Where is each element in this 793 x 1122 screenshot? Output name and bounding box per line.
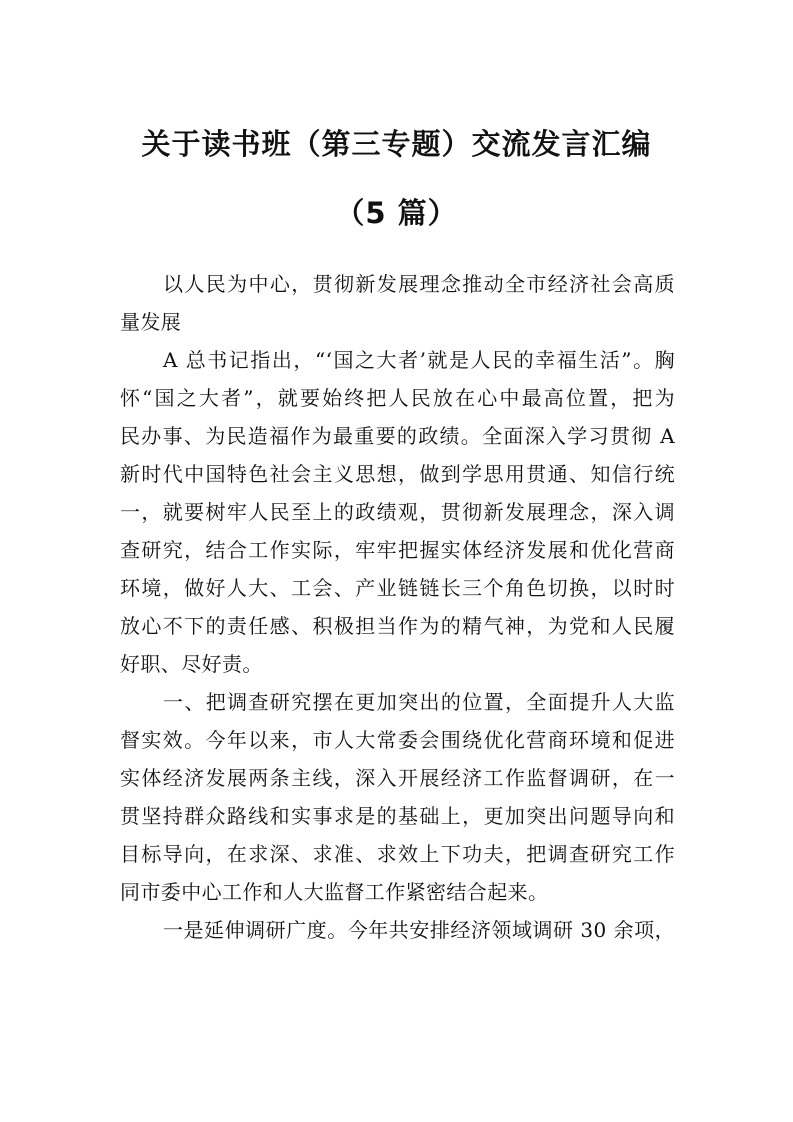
body-line: 放心不下的责任感、积极担当作为的精气神，为党和人民履 (120, 614, 675, 638)
body-line: 民办事、为民造福作为最重要的政绩。全面深入学习贯彻 A (120, 424, 675, 448)
body-line: 新时代中国特色社会主义思想，做到学思用贯通、知信行统 (120, 462, 675, 486)
body-line: 同市委中心工作和人大监督工作紧密结合起来。 (120, 880, 549, 904)
document-title: 关于读书班（第三专题）交流发言汇编 (141, 127, 652, 161)
body-line: 量发展 (120, 310, 182, 334)
document-body (120, 268, 675, 952)
body-line: A 总书记指出，“‘国之大者’就是人民的幸福生活”。胸 (163, 348, 675, 372)
body-line: 一，就要树牢人民至上的政绩观，贯彻新发展理念，深入调 (120, 500, 675, 524)
body-line: 实体经济发展两条主线，深入开展经济工作监督调研，在一 (120, 766, 675, 790)
body-line: 目标导向，在求深、求准、求效上下功夫，把调查研究工作 (120, 842, 675, 866)
body-line: 督实效。今年以来，市人大常委会围绕优化营商环境和促进 (120, 728, 675, 752)
body-line: 环境，做好人大、工会、产业链链长三个角色切换，以时时 (120, 576, 675, 600)
body-line: 贯坚持群众路线和实事求是的基础上，更加突出问题导向和 (120, 804, 675, 828)
body-line: 一是延伸调研广度。今年共安排经济领域调研 30 余项， (163, 918, 675, 942)
body-line: 一、把调查研究摆在更加突出的位置，全面提升人大监 (163, 690, 675, 714)
document-subtitle: （5 篇） (335, 196, 458, 230)
body-line: 以人民为中心，贯彻新发展理念推动全市经济社会高质 (163, 272, 675, 296)
body-line: 查研究，结合工作实际，牢牢把握实体经济发展和优化营商 (120, 538, 675, 562)
body-line: 怀“国之大者”，就要始终把人民放在心中最高位置，把为 (120, 386, 675, 410)
body-line: 好职、尽好责。 (120, 652, 263, 676)
